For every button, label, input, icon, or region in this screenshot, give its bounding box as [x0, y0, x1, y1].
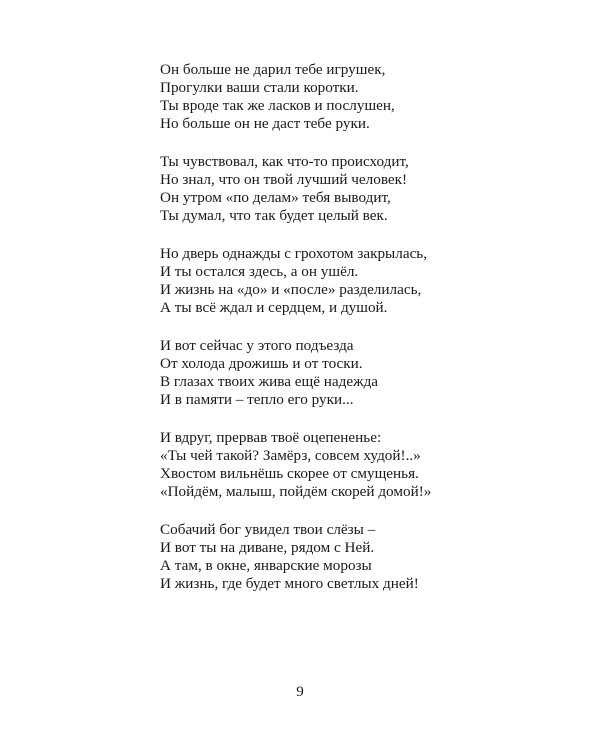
- stanza-3: [160, 245, 580, 317]
- poem-line: Ты вроде так же ласков и послушен,: [160, 97, 395, 114]
- poem-line: И в памяти – тепло его руки...: [160, 391, 354, 408]
- poem-line: Хвостом вильнёшь скорее от смущенья.: [160, 465, 419, 482]
- poem-line: Но дверь однажды с грохотом закрылась,: [160, 245, 428, 262]
- stanza-2: [160, 153, 580, 225]
- poem-line: «Ты чей такой? Замёрз, совсем худой!..»: [160, 447, 421, 464]
- poem-body: [160, 61, 580, 613]
- stanza-1: [160, 61, 580, 133]
- stanza-4: [160, 337, 580, 409]
- poem-line: Ты думал, что так будет целый век.: [160, 207, 388, 224]
- poem-line: И вот сейчас у этого подъезда: [160, 337, 354, 354]
- poem-line: А там, в окне, январские морозы: [160, 557, 372, 574]
- poem-line: А ты всё ждал и сердцем, и душой.: [160, 299, 388, 316]
- poem-line: Он больше не дарил тебе игрушек,: [160, 61, 386, 78]
- page-number: 9: [296, 684, 304, 700]
- stanza-6: [160, 521, 580, 593]
- poem-line: Но больше он не даст тебе руки.: [160, 115, 370, 132]
- poem-line: И вот ты на диване, рядом с Ней.: [160, 539, 375, 556]
- poem-line: Но знал, что он твой лучший человек!: [160, 171, 408, 188]
- poem-line: И вдруг, прервав твоё оцепененье:: [160, 429, 382, 446]
- poem-line: И ты остался здесь, а он ушёл.: [160, 263, 359, 280]
- poem-line: И жизнь на «до» и «после» разделилась,: [160, 281, 422, 298]
- poem-line: В глазах твоих жива ещё надежда: [160, 373, 379, 390]
- poem-line: Прогулки ваши стали коротки.: [160, 79, 359, 96]
- poem-line: И жизнь, где будет много светлых дней!: [160, 575, 419, 592]
- poem-line: «Пойдём, малыш, пойдём скорей домой!»: [160, 483, 432, 500]
- poem-line: Он утром «по делам» тебя выводит,: [160, 189, 391, 206]
- poem-line: От холода дрожишь и от тоски.: [160, 355, 363, 372]
- poem-line: Собачий бог увидел твои слёзы –: [160, 521, 376, 538]
- stanza-5: [160, 429, 580, 501]
- poem-line: Ты чувствовал, как что-то происходит,: [160, 153, 409, 170]
